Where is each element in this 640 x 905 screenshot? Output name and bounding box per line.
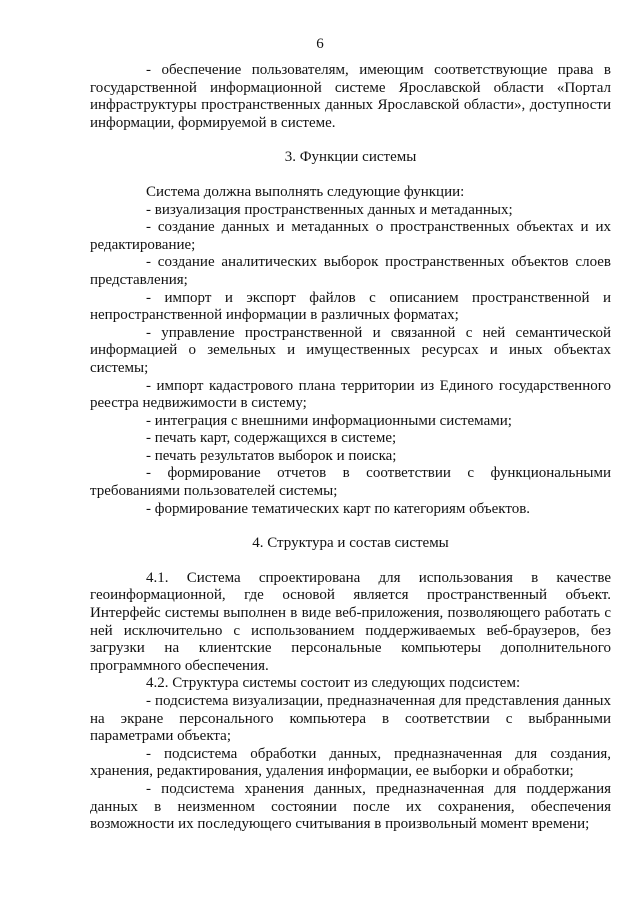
section-3-heading: 3. Функции системы [284, 149, 417, 166]
function-item: - импорт кадастрового плана территории из Единого государственного реестра недвижимости в систему; [90, 377, 611, 412]
function-item: - создание аналитических выборок пространственных объектов слоев представления; [90, 254, 611, 288]
function-item: - формирование тематических карт по категориям объектов. [146, 500, 531, 517]
function-item: - печать карт, содержащихся в системе; [146, 430, 397, 447]
section-4-paragraph-1: 4.1. Система спроектирована для использования в качестве геоинформационной, где основой является пространственный объект. Интерфейс системы выполнен в виде веб-приложения, позволяющего работать с ней исключительно с использованием поддерживаемых веб-браузеров, без загрузки на клиентские персональные компьютеры дополнительного программного обеспечения. [90, 569, 611, 674]
intro-paragraph: - обеспечение пользователям, имеющим соответствующие права в государственной информационной системе Ярославской области «Портал инфраструктуры пространственных данных Ярославской области», доступности информации, формируемой в системе. [90, 62, 611, 131]
function-item: - печать результатов выборок и поиска; [146, 447, 397, 464]
section-3-lead: Система должна выполнять следующие функции: [146, 183, 465, 200]
section-4-paragraph-2: 4.2. Структура системы состоит из следующих подсистем: [146, 675, 521, 692]
page-body [90, 62, 611, 834]
page-number: 6 [316, 36, 324, 52]
function-item: - визуализация пространственных данных и метаданных; [146, 201, 513, 218]
section-4-heading: 4. Структура и состав системы [252, 535, 449, 552]
subsystem-item: - подсистема визуализации, предназначенная для представления данных на экране персонального компьютера в соответствии с выбранными параметрами объекта; [90, 693, 611, 745]
function-item: - формирование отчетов в соответствии с функциональными требованиями пользователей системы; [90, 465, 611, 500]
function-item: - управление пространственной и связанной с ней семантической информацией о земельных и имущественных ресурсах и иных объектах системы; [90, 324, 611, 376]
subsystem-item: - подсистема обработки данных, предназначенная для создания, хранения, редактирования, удаления информации, ее выборки и обработки; [90, 745, 611, 780]
function-item: - создание данных и метаданных о пространственных объектах и их редактирование; [90, 219, 611, 253]
function-item: - импорт и экспорт файлов с описанием пространственной и непространственной информации в различных форматах; [90, 289, 611, 324]
subsystem-item: - подсистема хранения данных, предназначенная для поддержания данных в неизменном состоянии после их сохранения, обеспечения возможности их последующего считывания в произвольный момент времени; [90, 780, 611, 833]
function-item: - интеграция с внешними информационными системами; [146, 412, 512, 429]
